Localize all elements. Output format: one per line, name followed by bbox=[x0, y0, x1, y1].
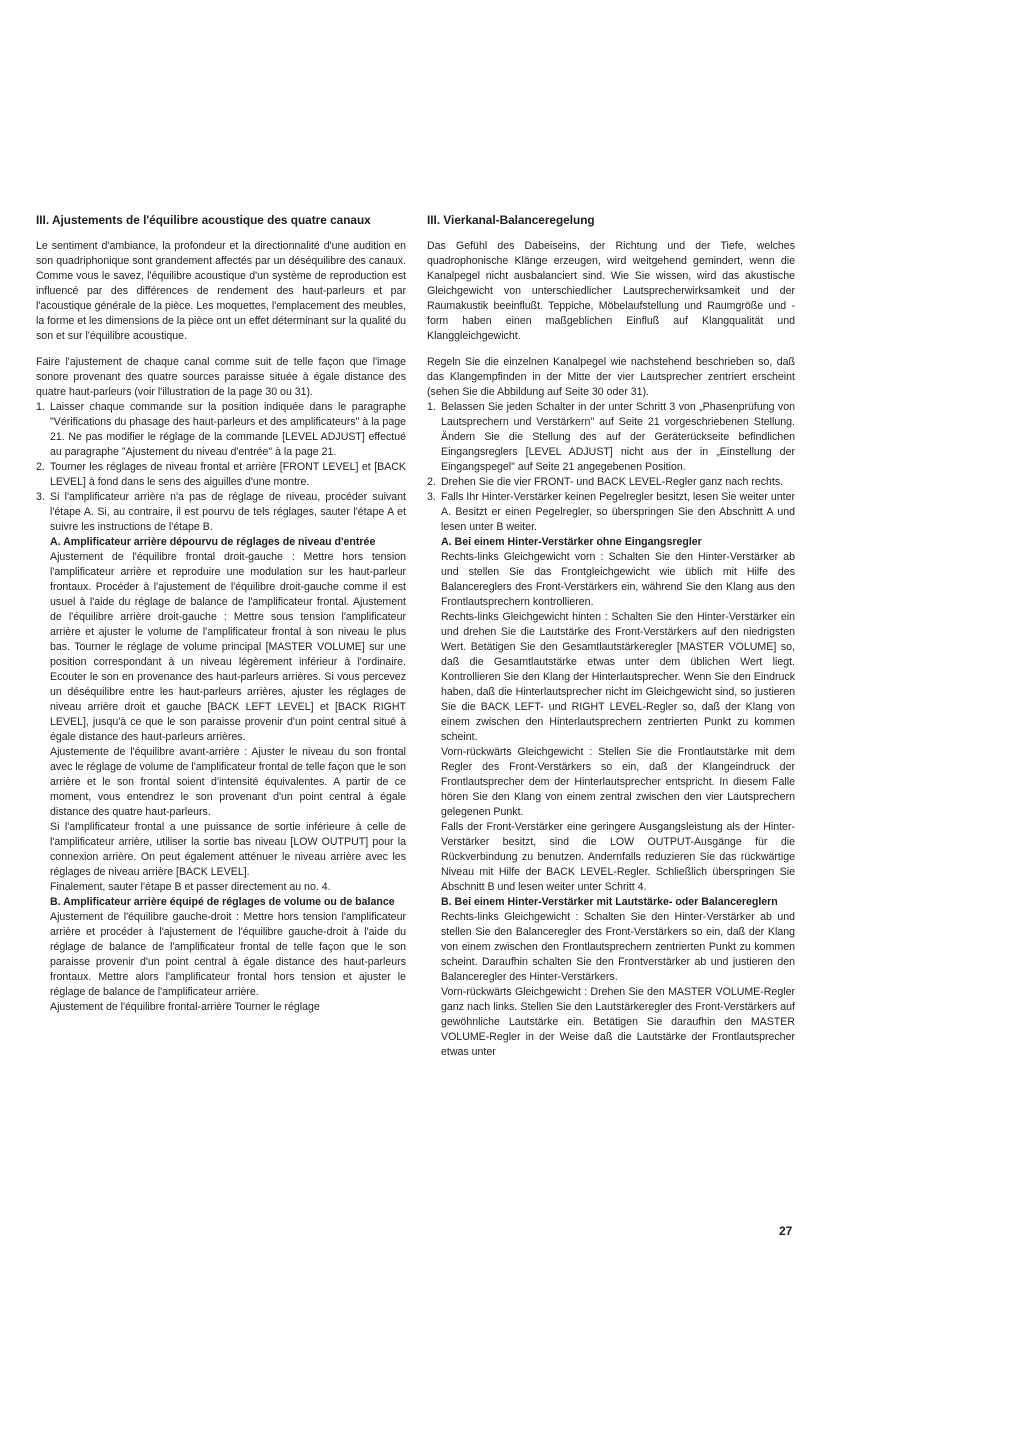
french-b-paragraph: Ajustement de l'équilibre gauche-droit : Mettre hors tension l'amplificateur arrière et procéder à l'ajustement de l'équilibre gauche-droit à l'aide du réglage de balance de l'amplificateur frontal de telle façon que le son paraisse provenir d'un point central à égale distance des haut-parleurs frontaux. Mettre alors l'amplificateur frontal hors tension et ajuster le réglage de balance de l'amplificateur arrière. bbox=[50, 911, 406, 998]
step-number: 1. bbox=[36, 401, 45, 413]
step-number: 1. bbox=[427, 401, 436, 413]
german-b-paragraph: Vorn-rückwärts Gleichgewicht : Drehen Sie den MASTER VOLUME-Regler ganz nach links. Stellen Sie den Lautstärkeregler des Front-Verstärkers auf gewöhnliche Lautstärke ein. Betätigen Sie daraufhin den MASTER VOLUME-Regler in der Weise daß die Lautstärke der Frontlautsprecher etwas unter bbox=[441, 986, 795, 1058]
german-column bbox=[427, 212, 795, 1060]
french-subsection-a-title: A. Amplificateur arrière dépourvu de réglages de niveau d'entrée bbox=[50, 536, 376, 548]
french-a-paragraph: Si l'amplificateur frontal a une puissance de sortie inférieure à celle de l'amplificateur arrière, utiliser la sortie bas niveau [LOW OUTPUT] pour la connexion arrière. On peut également atténuer le niveau arrière avec les réglages de niveau arrière [BACK LEVEL]. bbox=[50, 821, 406, 878]
step-text: Laisser chaque commande sur la position indiquée dans le paragraphe "Vérifications du phasage des haut-parleurs et des amplificateurs" à la page 21. Ne pas modifier le réglage de la commande [LEVEL ADJUST] effectué au paragraphe "Ajustement du niveau d'entrée" à la page 21. bbox=[50, 401, 406, 458]
step-number: 3. bbox=[427, 491, 436, 503]
french-a-paragraph: Finalement, sauter l'étape B et passer directement au no. 4. bbox=[50, 881, 331, 893]
step-text: Falls Ihr Hinter-Verstärker keinen Pegelregler besitzt, lesen Sie weiter unter A. Besitzt er einen Pegelregler, so überspringen Sie den Abschnitt A und lesen unter B weiter. bbox=[441, 491, 795, 533]
french-step bbox=[36, 490, 406, 1015]
german-subsection-b-title: B. Bei einem Hinter-Verstärker mit Lautstärke- oder Balancereglern bbox=[441, 896, 778, 908]
german-step bbox=[427, 490, 795, 1060]
french-a-paragraph: Ajustement de l'équilibre frontal droit-gauche : Mettre hors tension l'amplificateur arrière et reproduire une modulation sur les haut-parleur frontaux. Procéder à l'ajustement de l'équilibre droit-gauche comme il est usuel à l'aide du réglage de balance de l'amplificateur frontal. Ajustement de l'équilibre arrière droit-gauche : Mettre sous tension l'amplificateur arrière et ajuster le volume de l'amplificateur frontal à son niveau le plus bas. Tourner le réglage de volume principal [MASTER VOLUME] sur une position correspondant à un niveau légèrement inférieur à l'ordinaire. Ecouter le son en provenance des haut-parleurs arrières. Si vous percevez un déséquilibre entre les haut-parleurs arrières, ajuster les réglages de niveau arrière droit et gauche [BACK LEFT LEVEL] et [BACK RIGHT LEVEL], jusqu'à ce que le son paraisse provenir d'un point central situé à égale distance des haut-parleurs arrières. bbox=[50, 551, 406, 743]
german-subsection-a-title: A. Bei einem Hinter-Verstärker ohne Eingangsregler bbox=[441, 536, 702, 548]
german-b-paragraph: Rechts-links Gleichgewicht : Schalten Sie den Hinter-Verstärker ab und stellen Sie den Balanceregler des Front-Verstärkers so ein, daß der Klang von einem zwischen den Frontlautsprechern zentrierten Punkt zu kommen scheint. Daraufhin schalten Sie den Frontverstärker ab und justieren den Balanceregler des Hinter-Verstärkers. bbox=[441, 911, 795, 983]
french-subsection-b-title: B. Amplificateur arrière équipé de réglages de volume ou de balance bbox=[50, 896, 395, 908]
step-number: 2. bbox=[427, 476, 436, 488]
german-heading: III. Vierkanal-Balanceregelung bbox=[427, 213, 595, 227]
french-instruction-paragraph: Faire l'ajustement de chaque canal comme suit de telle façon que l'image sonore provenant des quatre sources paraisse située à égale distance des quatre haut-parleurs (voir l'illustration de la page 30 ou 31). bbox=[36, 356, 406, 398]
step-text: Belassen Sie jeden Schalter in der unter Schritt 3 von „Phasenprüfung von Lautsprechern und Verstärkern" auf Seite 21 vorgeschriebenen Stellung. Ändern Sie die Stellung des auf der Geräterückseite befindlichen Eingangsreglers [LEVEL ADJUST] nicht aus der in „Einstellung der Eingangspegel" auf Seite 21 angegebenen Position. bbox=[441, 401, 795, 473]
german-step bbox=[427, 400, 795, 475]
page-number: 27 bbox=[779, 1224, 793, 1238]
french-column bbox=[36, 212, 406, 1015]
step-text: Drehen Sie die vier FRONT- und BACK LEVEL-Regler ganz nach rechts. bbox=[441, 476, 784, 488]
french-step bbox=[36, 400, 406, 460]
french-a-paragraph: Ajustemente de l'équilibre avant-arrière : Ajuster le niveau du son frontal avec le réglage de volume de l'amplificateur frontal de telle façon que le son arrière et le son frontal soient d'intensité équivalentes. A partir de ce moment, vous entendrez le son provenant d'un point central à égale distance des quatre haut-parleurs. bbox=[50, 746, 406, 818]
step-number: 3. bbox=[36, 491, 45, 503]
step-text: Si l'amplificateur arrière n'a pas de réglage de niveau, procéder suivant l'étape A. Si, au contraire, il est pourvu de tels réglages, sauter l'étape A et suivre les instructions de l'étape B. bbox=[50, 491, 406, 533]
french-step bbox=[36, 460, 406, 490]
step-text: Tourner les réglages de niveau frontal et arrière [FRONT LEVEL] et [BACK LEVEL] à fond dans le sens des aiguilles d'une montre. bbox=[50, 461, 406, 488]
french-b-paragraph: Ajustement de l'équilibre frontal-arrière Tourner le réglage bbox=[50, 1001, 320, 1013]
french-intro-paragraph: Le sentiment d'ambiance, la profondeur et la directionnalité d'une audition en son quadriphonique sont grandement affectés par un déséquilibre des canaux. Comme vous le savez, l'équilibre acoustique d'un système de reproduction est influencé par des différences de rendement des haut-parleurs et par l'acoustique générale de la pièce. Les moquettes, l'emplacement des meubles, la forme et les dimensions de la pièce ont un effet déterminant sur la qualité du son et sur l'équilibre acoustique. bbox=[36, 240, 406, 342]
german-a-paragraph: Falls der Front-Verstärker eine geringere Ausgangsleistung als der Hinter-Verstärker besitzt, sind die LOW OUTPUT-Ausgänge für die Rückverbindung zu benutzen. Andernfalls reduzieren Sie das rückwärtige Niveau mit Hilfe der BACK LEVEL-Regler. Schließlich überspringen Sie Abschnitt B und lesen weiter unter Schritt 4. bbox=[441, 821, 795, 893]
french-heading: III. Ajustements de l'équilibre acoustique des quatre canaux bbox=[36, 213, 371, 227]
french-steps bbox=[36, 400, 406, 1015]
german-a-paragraph: Rechts-links Gleichgewicht hinten : Schalten Sie den Hinter-Verstärker ein und drehen Sie die Lautstärke des Front-Verstärkers auf den niedrigsten Wert. Betätigen Sie den Gesamtlautstärkeregler [MASTER VOLUME] so, daß die Gesamtlautstärke etwas unter dem üblichen Wert liegt. Kontrollieren Sie den Klang der Hinterlautsprecher. Wenn Sie den Eindruck haben, daß die Hinterlautsprecher nicht im Gleichgewicht sind, so justieren Sie die BACK LEFT- und RIGHT LEVEL-Regler so, daß der Klang von einem zwischen den Hinterlautsprechern zentrierten Punkt zu kommen scheint. bbox=[441, 611, 795, 743]
german-intro-paragraph: Das Gefühl des Dabeiseins, der Richtung und der Tiefe, welches quadrophonische Klänge erzeugen, wird weitgehend gemindert, wenn die Kanalpegel nicht ausbalanciert sind. Wie Sie wissen, wird das akustische Gleichgewicht von unterschiedlicher Lautsprecherwirksamkeit und der Raumakustik beeinflußt. Teppiche, Möbelaufstellung und Raumgröße und -form haben einen maßgeblichen Einfluß auf Klangqualität und Klanggleichgewicht. bbox=[427, 240, 795, 342]
german-steps bbox=[427, 400, 795, 1060]
german-step bbox=[427, 475, 795, 490]
step-number: 2. bbox=[36, 461, 45, 473]
german-instruction-paragraph: Regeln Sie die einzelnen Kanalpegel wie nachstehend beschrieben so, daß das Klangempfinden in der Mitte der vier Lautsprecher zentriert erscheint (sehen Sie die Abbildung auf Seite 30 oder 31). bbox=[427, 356, 795, 398]
german-a-paragraph: Vorn-rückwärts Gleichgewicht : Stellen Sie die Frontlautstärke mit dem Regler des Front-Verstärkers so ein, daß der Klangeindruck der Frontlautsprecher dem der Hinterlautsprecher entspricht. In diesem Falle hören Sie den Klang von einem zentral zwischen den vier Lautsprechern gelegenen Punkt. bbox=[441, 746, 795, 818]
german-a-paragraph: Rechts-links Gleichgewicht vorn : Schalten Sie den Hinter-Verstärker ab und stellen Sie das Frontgleichgewicht wie üblich mit Hilfe des Balancereglers des Front-Verstärkers ein, während Sie den Klang aus den Frontlautsprechern kontrollieren. bbox=[441, 551, 795, 608]
